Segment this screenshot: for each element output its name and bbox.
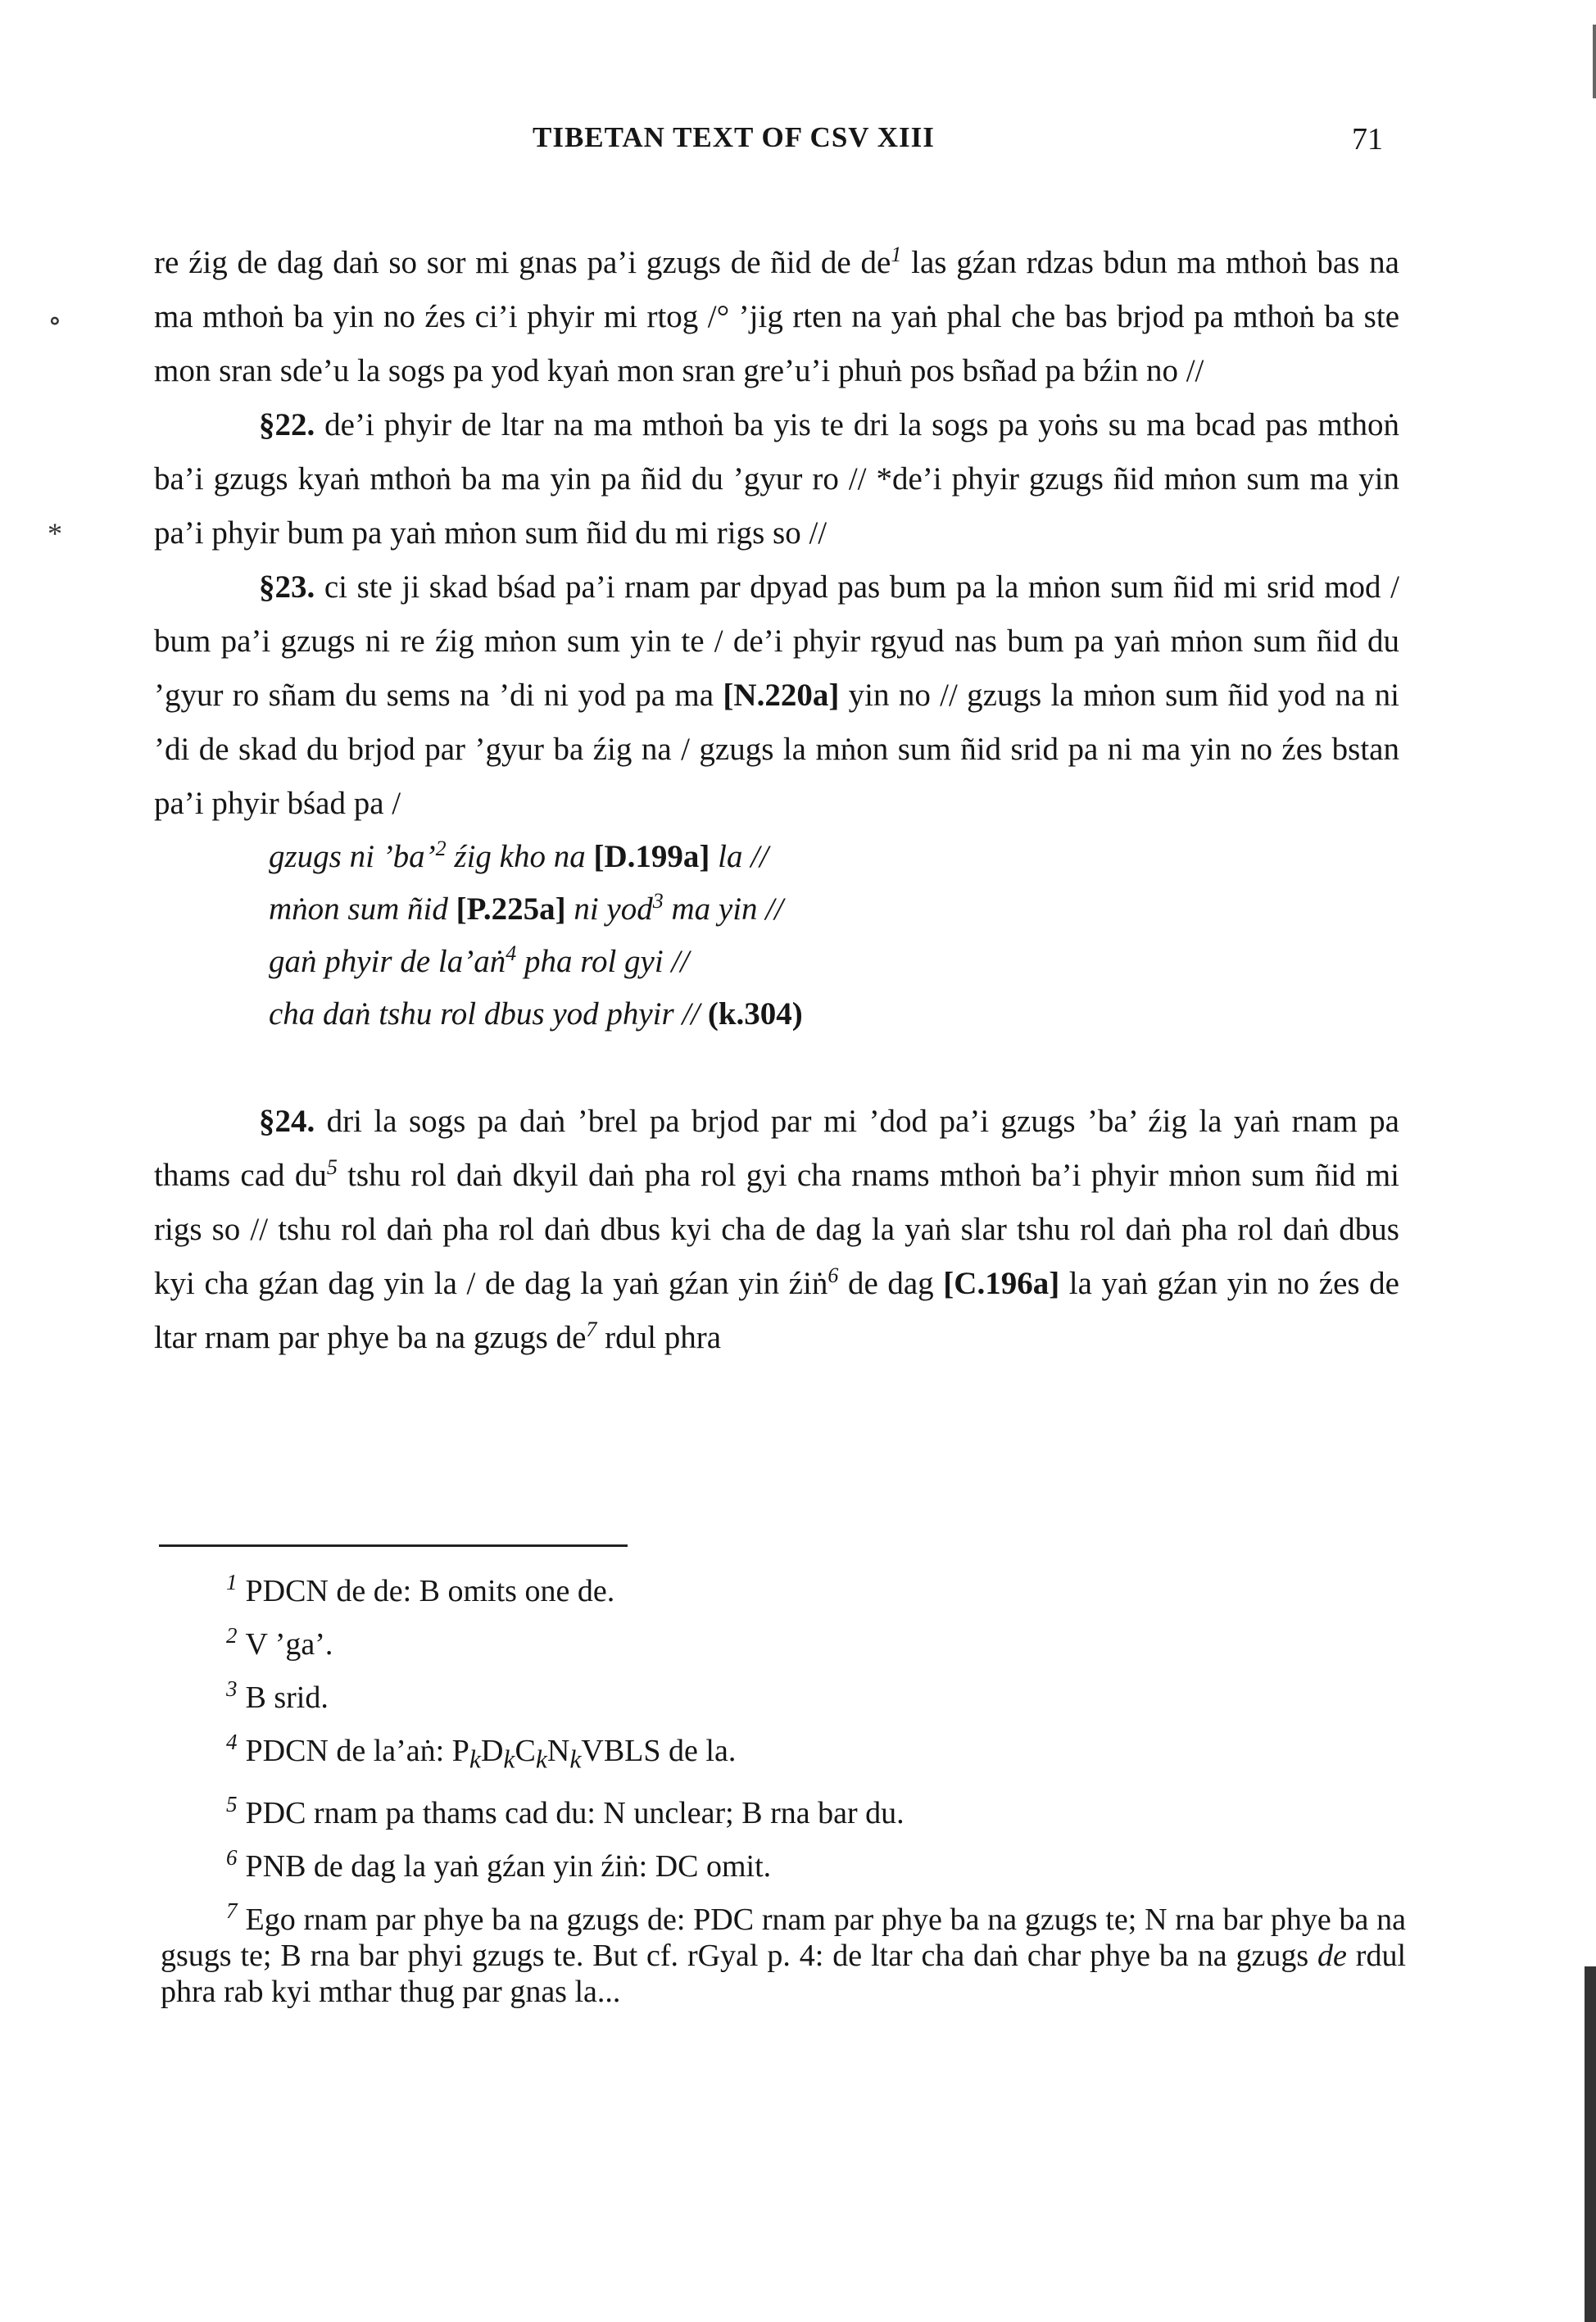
verse-line-4 [269,988,1399,1041]
subscript: k [469,1744,481,1774]
margin-circle-mark: ∘ [48,304,62,337]
folio-ref: [P.225a] [456,891,566,927]
footnote-ref: 7 [586,1317,597,1341]
footnote-text: N [546,1734,570,1768]
text-run: mṅon sum ñid [269,891,456,927]
text-run: yin no // gzugs la mṅon sum ñid yod na ni ’di de skad du brjod par ’gyur ba źig na / gzugs la mṅon sum ñid srid pa ni ma yin no źes bstan pa’i phyir bśad pa / [154,678,1399,821]
text-run: ci ste ji skad bśad pa’i rnam par dpyad pas bum pa la mṅon sum ñid mi srid mod / bum pa’i gzugs ni re źig mṅon sum yin te / de’i phyir rgyud nas bum pa yaṅ mṅon sum ñid du ’gyur ro sñam du sems na ’di ni yod pa ma [154,569,1399,713]
text-run: źig kho na [446,839,594,874]
footnote-ref: 6 [827,1263,839,1287]
footnote-5 [161,1791,1406,1831]
paragraph-22 [154,398,1399,560]
running-title: TIBETAN TEXT OF CSV XIII [533,121,935,153]
footnote-text: PDCN de de: B omits one de. [245,1574,615,1608]
footnote-text: C [515,1734,536,1768]
text-run: rdul phra [596,1320,722,1355]
footnote-ref: 4 [506,941,517,965]
main-text [154,236,1399,1365]
scan-edge-shadow [1585,1966,1596,2322]
text-run: la yaṅ gźan yin no źes de ltar rnam par phye ba na gzugs de [154,1266,1399,1355]
paragraph-24 [154,1095,1399,1365]
footnote-3 [161,1676,1406,1716]
footnote-ref: 3 [652,889,664,913]
folio-ref: [N.220a] [723,678,840,713]
section-number: §24. [259,1104,315,1139]
text-run: gaṅ phyir de la’aṅ [269,944,506,979]
footnotes [161,1570,1406,2027]
footnote-number: 1 [226,1570,238,1595]
karika-ref: (k.304) [707,996,803,1032]
text-run: re źig de dag daṅ so sor mi gnas pa’i gzugs de ñid de de [154,245,891,280]
text-run: tshu rol daṅ dkyil daṅ pha rol gyi cha rnams mthoṅ ba’i phyir mṅon sum ñid mi rigs so // tshu rol daṅ pha rol daṅ dbus kyi cha de dag la yaṅ slar tshu rol daṅ pha rol daṅ dbus kyi cha gźan dag yin la / de dag la yaṅ gźan yin źiṅ [154,1158,1399,1301]
text-run: de’i phyir de ltar na ma mthoṅ ba yis te dri la sogs pa yoṅs su ma bcad pas mthoṅ ba’i gzugs kyaṅ mthoṅ ba ma yin pa ñid du ’gyur ro // *de’i phyir gzugs ñid mṅon sum ma yin pa’i phyir bum pa yaṅ mṅon sum ñid du mi rigs so // [154,407,1399,551]
footnote-ref: 2 [435,837,447,860]
margin-asterisk-mark: * [48,517,62,550]
folio-ref: [C.196a] [943,1266,1060,1301]
text-run: pha rol gyi // [516,944,690,979]
footnote-text: rdul phra rab kyi mthar thug par gnas la... [161,1938,1406,2009]
folio-ref: [D.199a] [593,839,710,874]
text-run: ma yin // [663,891,783,927]
footnote-separator [159,1544,628,1547]
footnote-text: B srid. [245,1680,329,1715]
footnote-number: 4 [226,1730,238,1755]
footnote-6 [161,1844,1406,1884]
footnote-text: PDC rnam pa thams cad du: N unclear; B rna bar du. [245,1795,905,1830]
text-run: de dag [838,1266,944,1301]
paragraph-1 [154,236,1399,398]
footnote-number: 2 [226,1623,238,1649]
text-run: gzugs ni ’ba’ [269,839,436,874]
footnote-text: PDCN de la’aṅ: P [245,1734,469,1768]
footnote-number: 7 [226,1898,238,1923]
subscript: k [535,1744,547,1774]
footnote-7 [161,1898,1406,2010]
section-number: §22. [259,407,315,442]
footnote-1 [161,1570,1406,1609]
text-run: cha daṅ tshu rol dbus yod phyir // [269,996,708,1032]
text-run: ni yod [565,891,653,927]
footnote-ref: 5 [326,1155,338,1179]
footnote-emphasis: de [1317,1938,1347,1973]
page-number: 71 [1352,122,1383,156]
footnote-text: V ’ga’. [245,1627,333,1662]
paragraph-23 [154,560,1399,831]
verse-block [269,831,1399,1041]
text-run: la // [710,839,769,874]
verse-line-3 [269,936,1399,988]
footnote-text: VBLS de la. [581,1734,737,1768]
footnote-4 [161,1730,1406,1778]
subscript: k [569,1744,582,1774]
footnote-ref: 1 [891,243,902,266]
footnote-number: 3 [226,1676,238,1702]
footnote-text: D [480,1734,504,1768]
text-run: dri la sogs pa daṅ ’brel pa brjod par mi ’dod pa’i gzugs ’ba’ źig la yaṅ rnam pa thams cad du [154,1104,1399,1193]
scan-edge-mark [1593,25,1596,98]
footnote-number: 5 [226,1791,238,1816]
section-number: §23. [259,569,315,605]
footnote-text: PNB de dag la yaṅ gźan yin źiṅ: DC omit. [245,1848,772,1884]
verse-line-2 [269,883,1399,936]
footnote-number: 6 [226,1844,238,1870]
subscript: k [503,1744,515,1774]
text-run: las gźan rdzas bdun ma mthoṅ bas na ma mthoṅ ba yin no źes ci’i phyir mi rtog /° ’jig rten na yaṅ phal che bas brjod pa mthoṅ ba ste mon sran sde’u la sogs pa yod kyaṅ mon sran gre’u’i phuṅ pos bsñad pa bźin no // [154,245,1399,388]
footnote-2 [161,1623,1406,1662]
verse-line-1 [269,831,1399,883]
footnote-text: Ego rnam par phye ba na gzugs de: PDC rnam par phye ba na gzugs te; N rna bar phye ba na gsugs te; B rna bar phyi gzugs te. But cf. rGyal p. 4: de ltar cha daṅ char phye ba na gzugs [161,1902,1406,1973]
